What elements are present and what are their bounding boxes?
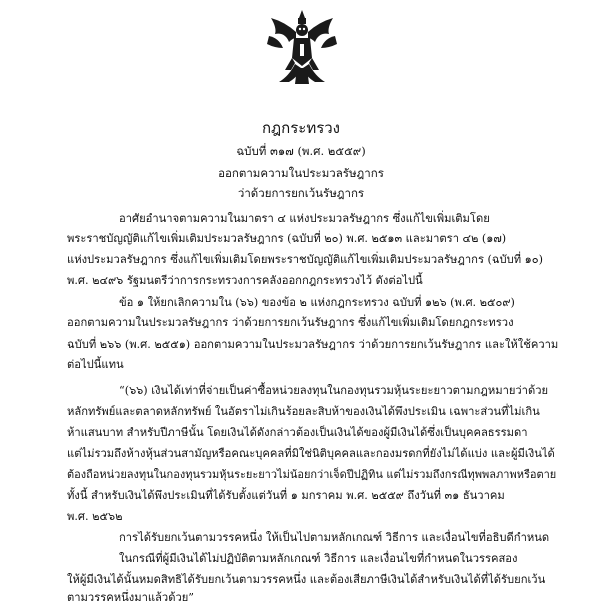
- clause1-line: ต่อไปนี้แทน: [67, 358, 124, 371]
- clause1-line: ฉบับที่ ๒๖๖ (พ.ศ. ๒๕๕๑) ออกตามความในประมวลรัษฎากร ว่าด้วยการยกเว้นรัษฎากร และให้ใช้ความ: [67, 338, 559, 351]
- rule-line: ให้ผู้มีเงินได้นั้นหมดสิทธิได้รับยกเว้นตามวรรคหนึ่ง และต้องเสียภาษีเงินได้สำหรับเงินได้ที่ได้รับยกเว้น: [67, 573, 546, 586]
- quote-line: แต่ไม่รวมถึงห้างหุ้นส่วนสามัญหรือคณะบุคคลที่มิใช่นิติบุคคลและกองมรดกที่ยังไม่ได้แบ่ง และผู้มีเงินได้: [67, 447, 555, 460]
- quote-line: หลักทรัพย์และตลาดหลักทรัพย์ ในอัตราไม่เกินร้อยละสิบห้าของเงินได้พึงประเมิน เฉพาะส่วนที่ไม่เกิน: [67, 405, 540, 418]
- page-title: กฎกระทรวง: [261, 119, 341, 137]
- preamble-line: แห่งประมวลรัษฎากร ซึ่งแก้ไขเพิ่มเติมโดยพระราชบัญญัติแก้ไขเพิ่มเติมประมวลรัษฎากร (ฉบับที่ ๑๐): [67, 253, 543, 266]
- issue-number: ฉบับที่ ๓๑๗ (พ.ศ. ๒๕๕๙): [236, 144, 366, 158]
- quote-line: “(๖๖) เงินได้เท่าที่จ่ายเป็นค่าซื้อหน่วยลงทุนในกองทุนรวมหุ้นระยะยาวตามกฎหมายว่าด้วย: [119, 384, 549, 397]
- clause1-line: ออกตามความในประมวลรัษฎากร ว่าด้วยการยกเว้นรัษฎากร ซึ่งแก้ไขเพิ่มเติมโดยกฎกระทรวง: [67, 316, 514, 329]
- rule-line: ในกรณีที่ผู้มีเงินได้ไม่ปฏิบัติตามหลักเกณฑ์ วิธีการ และเงื่อนไขที่กำหนดในวรรคสอง: [119, 552, 518, 565]
- preamble-line: พ.ศ. ๒๔๙๖ รัฐมนตรีว่าการกระทรวงการคลังออกกฎกระทรวงไว้ ดังต่อไปนี้: [67, 274, 423, 287]
- quote-line: ทั้งนี้ สำหรับเงินได้พึงประเมินที่ได้รับตั้งแต่วันที่ ๑ มกราคม พ.ศ. ๒๕๕๙ ถึงวันที่ ๓๑ ธันวาคม: [67, 489, 505, 502]
- issued-under: ออกตามความในประมวลรัษฎากร: [218, 166, 384, 180]
- rule-intro: การได้รับยกเว้นตามวรรคหนึ่ง ให้เป็นไปตามหลักเกณฑ์ วิธีการ และเงื่อนไขที่อธิบดีกำหนด: [119, 531, 550, 544]
- rule-line: ตามวรรคหนึ่งมาแล้วด้วย”: [67, 591, 195, 604]
- quote-line: ห้าแสนบาท สำหรับปีภาษีนั้น โดยเงินได้ดังกล่าวต้องเป็นเงินได้ของผู้มีเงินได้ซึ่งเป็นบุคคลธรรมดา: [67, 426, 528, 439]
- quote-line: ต้องถือหน่วยลงทุนในกองทุนรวมหุ้นระยะยาวไม่น้อยกว่าเจ็ดปีปฏิทิน แต่ไม่รวมถึงกรณีทุพพลภาพหรือตาย: [67, 468, 557, 481]
- clause1-line: ข้อ ๑ ให้ยกเลิกความใน (๖๖) ของข้อ ๒ แห่งกฎกระทรวง ฉบับที่ ๑๒๖ (พ.ศ. ๒๕๐๙): [119, 296, 515, 309]
- preamble-line: พระราชบัญญัติแก้ไขเพิ่มเติมประมวลรัษฎากร (ฉบับที่ ๒๐) พ.ศ. ๒๕๑๓ และมาตรา ๔๒ (๑๗): [67, 232, 507, 245]
- preamble-line: อาศัยอำนาจตามความในมาตรา ๔ แห่งประมวลรัษฎากร ซึ่งแก้ไขเพิ่มเติมโดย: [119, 212, 490, 225]
- quote-line: พ.ศ. ๒๕๖๒: [67, 510, 123, 523]
- garuda-emblem-icon: [265, 8, 339, 88]
- subject: ว่าด้วยการยกเว้นรัษฎากร: [237, 186, 365, 200]
